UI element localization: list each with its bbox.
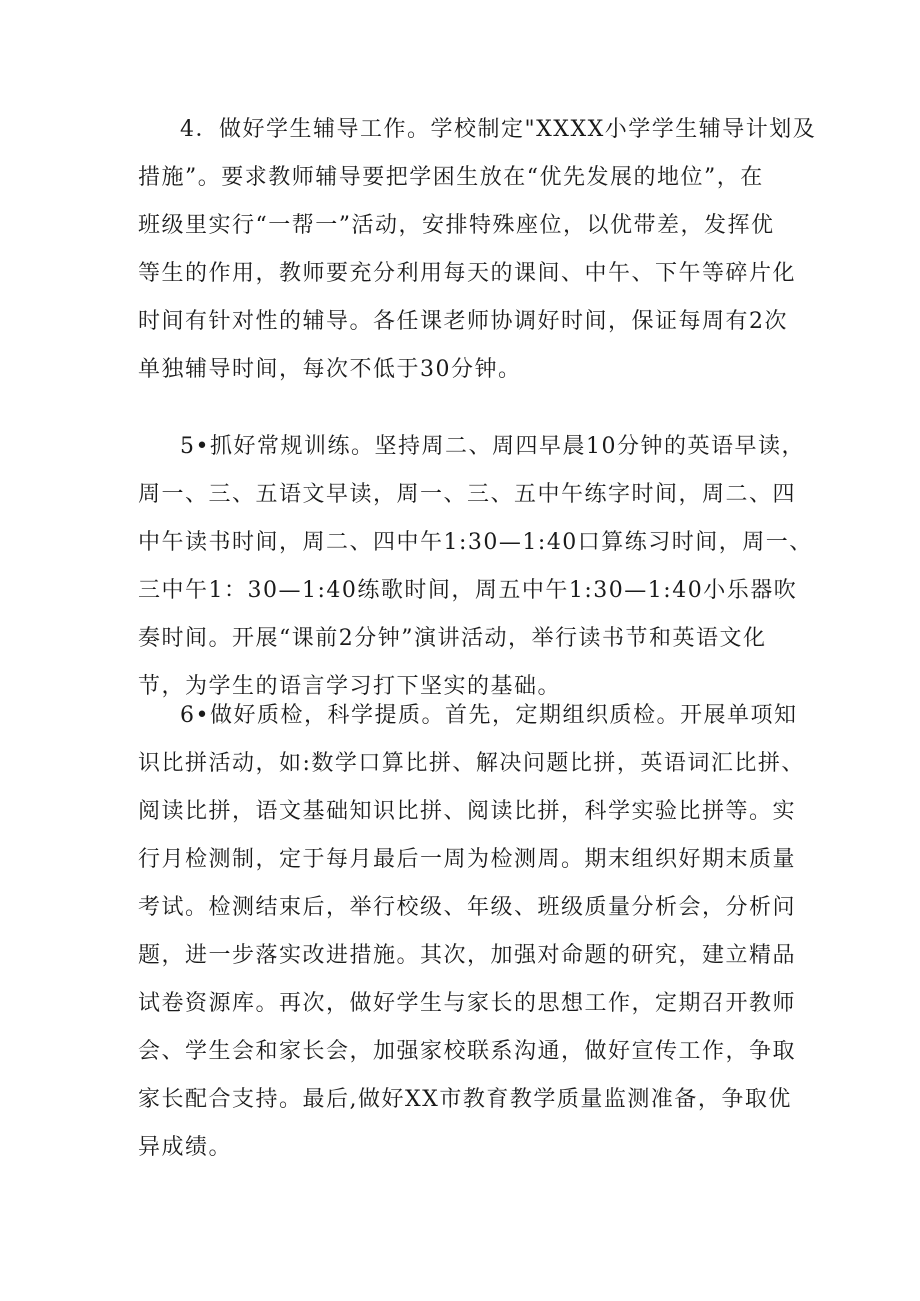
text-line: 时间有针对性的辅导。各任课老师协调好时间，保证每周有2次 [138,309,788,334]
text-line: 奏时间。开展“课前2分钟”演讲活动，举行读书节和英语文化 [138,626,767,651]
text-line: 阅读比拼，语文基础知识比拼、阅读比拼，科学实验比拼等。实 [138,799,797,824]
paragraph-quality-check [138,692,805,1172]
text-line: 周一、三、五语文早读，周一、三、五中午练字时间，周二、四 [138,482,797,507]
text-line: 中午读书时间，周二、四中午1:30—1:40口算练习时间，周一、 [138,530,813,555]
text-line: 题，进一步落实改进措施。其次，加强对命题的研究，建立精品 [138,943,797,968]
text-line: 5•抓好常规训练。坚持周二、周四早晨10分钟的英语早读， [180,434,805,459]
text-line: 4．做好学生辅导工作。学校制定"XXXX小学学生辅导计划及 [180,117,817,142]
text-line: 单独辅导时间，每次不低于30分钟。 [138,357,522,382]
text-line: 异成绩。 [138,1135,233,1160]
text-line: 行月检测制，定于每月最后一周为检测周。期末组织好期末质量 [138,847,797,872]
text-line: 班级里实行“一帮一”活动，安排特殊座位，以优带差，发挥优 [138,213,775,238]
text-line: 三中午1：30—1:40练歌时间，周五中午1:30—1:40小乐器吹 [138,578,798,603]
text-line: 节，为学生的语言学习打下坚实的基础。 [138,674,562,699]
paragraph-tutoring [138,106,817,394]
text-line: 等生的作用，教师要充分利用每天的课间、中午、下午等碎片化 [138,261,797,286]
text-line: 会、学生会和家长会，加强家校联系沟通，做好宣传工作，争取 [138,1039,797,1064]
text-line: 识比拼活动，如:数学口算比拼、解决问题比拼，英语词汇比拼、 [138,751,805,776]
text-line: 6•做好质检，科学提质。首先，定期组织质检。开展单项知 [180,703,798,728]
text-line: 试卷资源库。再次，做好学生与家长的思想工作，定期召开教师 [138,991,797,1016]
text-line: 措施”。要求教师辅导要把学困生放在“优先发展的地位”，在 [138,165,764,190]
paragraph-routine-training [138,423,813,711]
text-line: 考试。检测结束后，举行校级、年级、班级质量分析会，分析问 [138,895,797,920]
text-line: 家长配合支持。最后,做好XX市教育教学质量监测准备，争取优 [138,1087,792,1112]
